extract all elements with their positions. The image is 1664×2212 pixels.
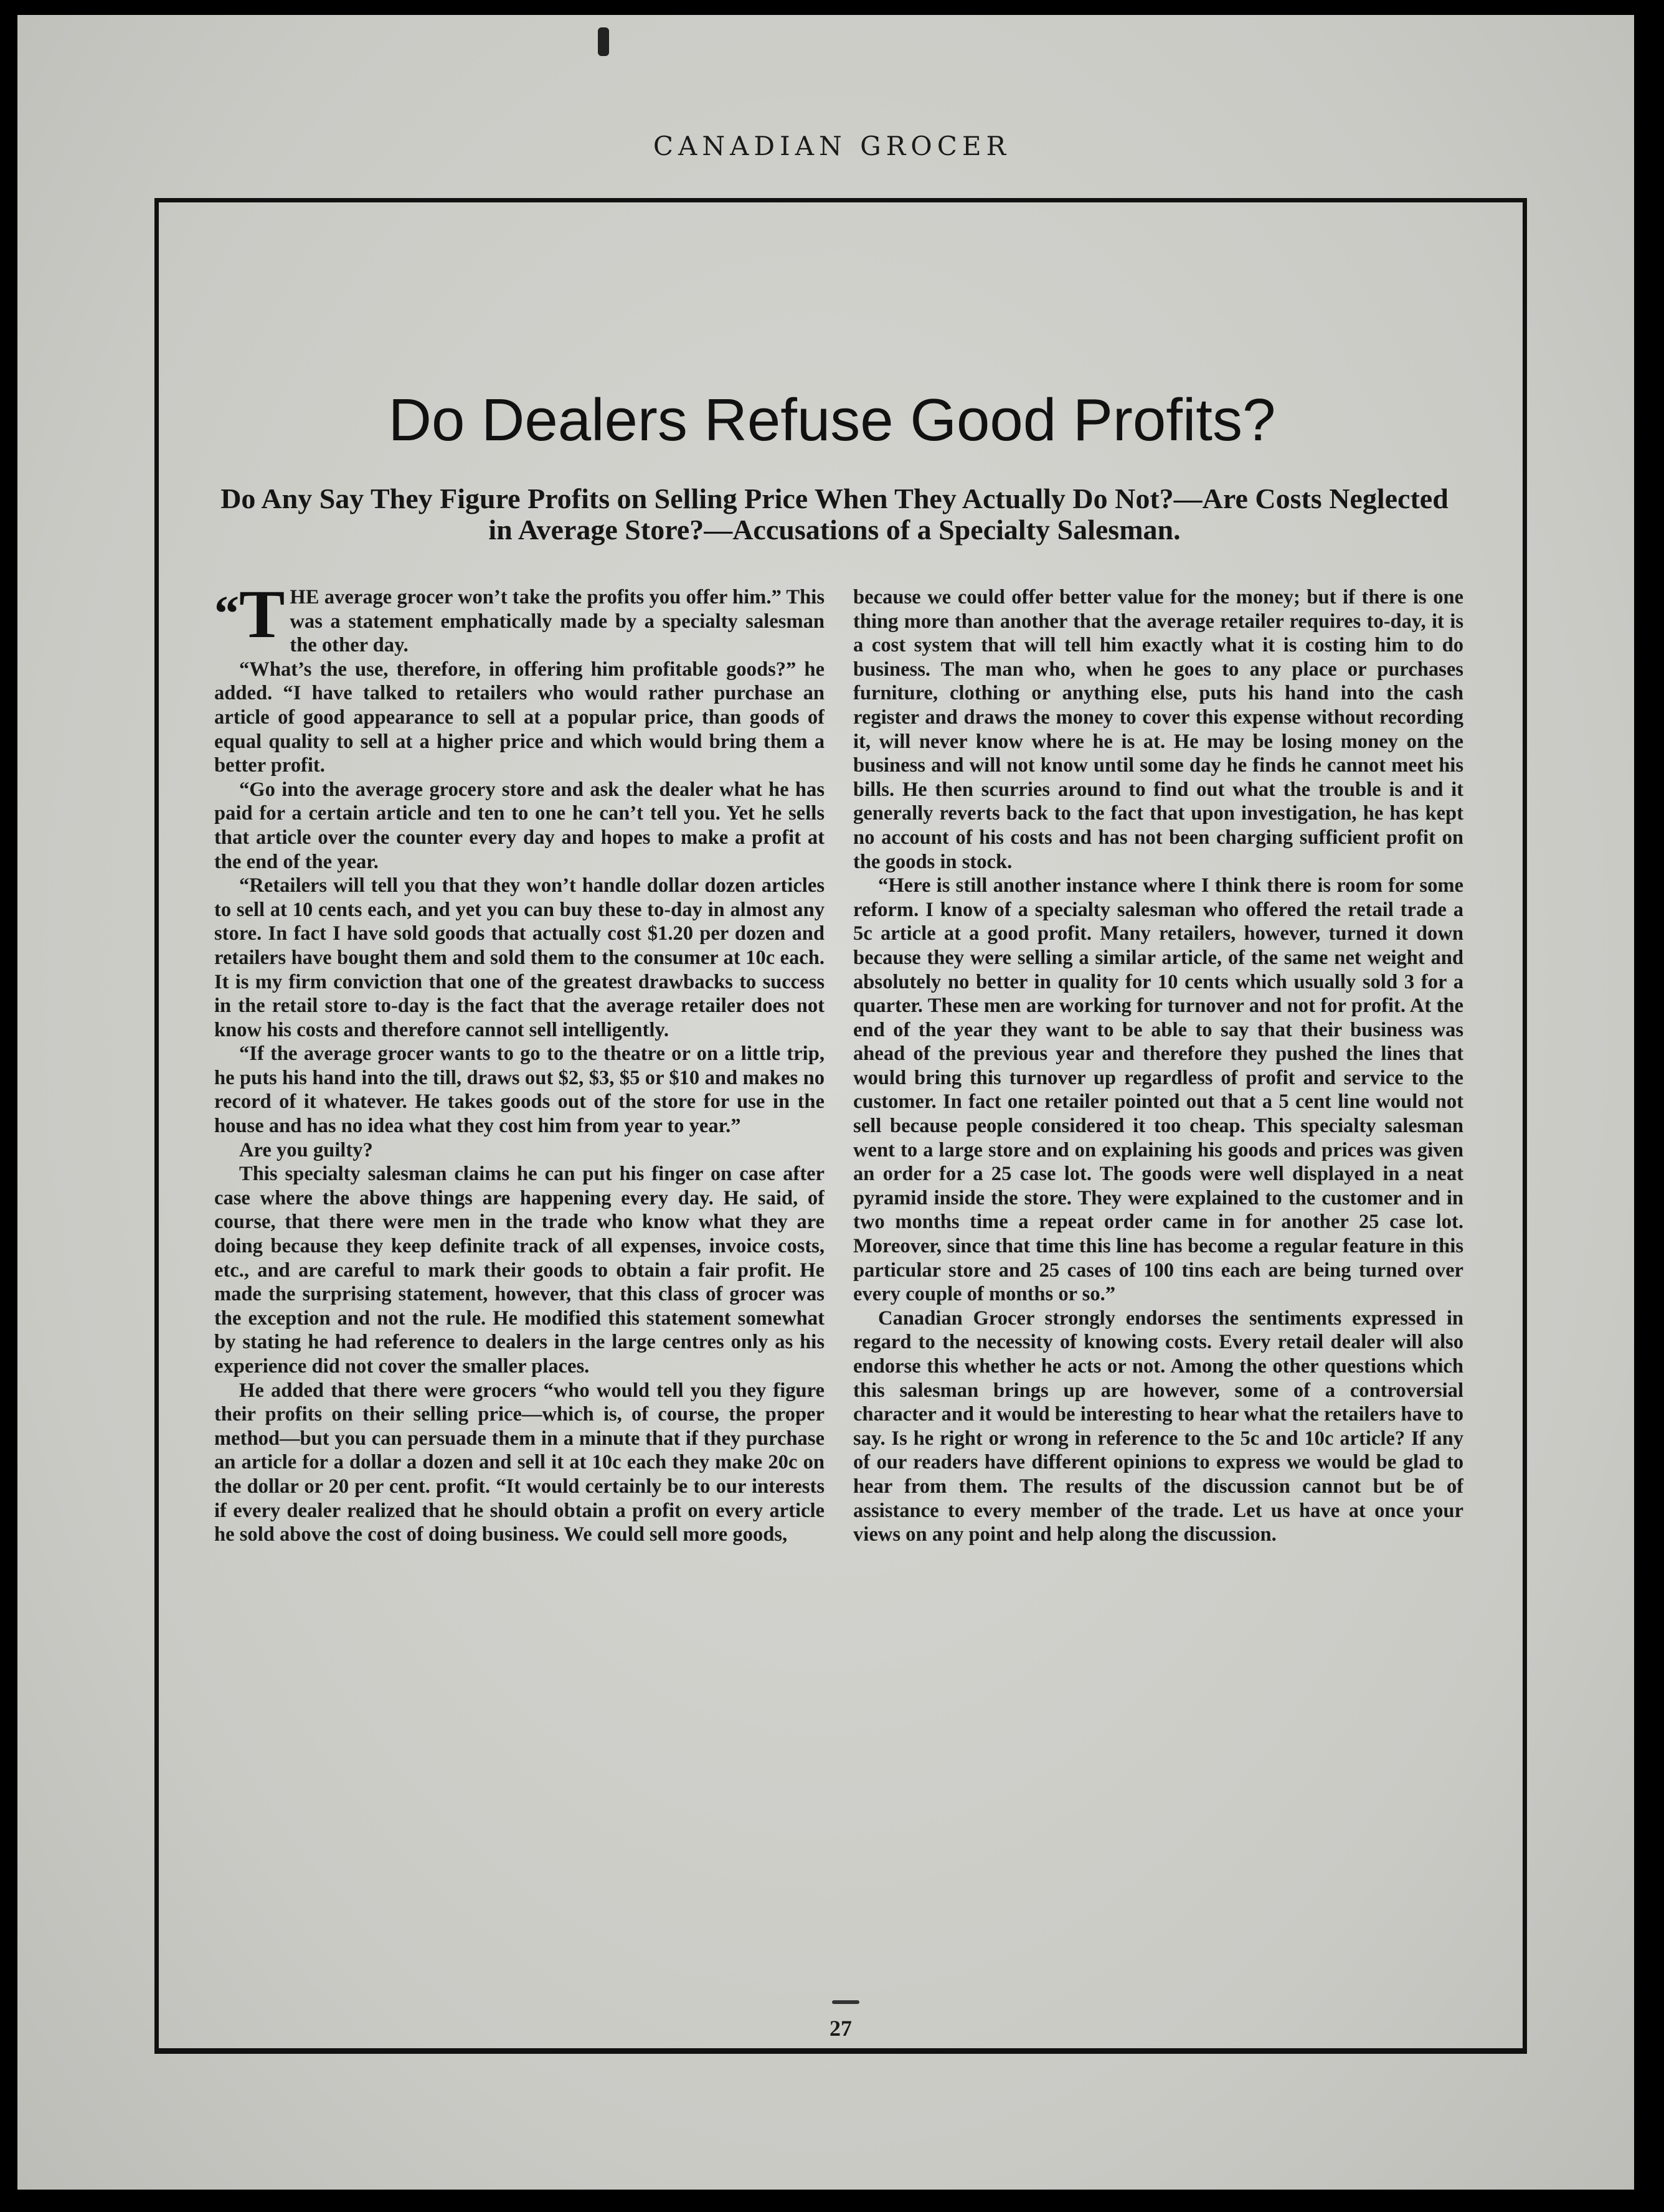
paragraph: “Go into the average grocery store and ask the dealer what he has paid for a certain article and ten to one he can’t tell you. Yet he sells that article over the counter every day and hopes to make a profit at the end of the year.: [214, 778, 825, 873]
drop-cap-letter: T: [239, 585, 285, 652]
paragraph: “If the average grocer wants to go to the theatre or on a little trip, he puts his hand into the till, draws out $2, $3, $5 or $10 and makes no record of it whatever. He takes goods out of the store for use in the house and has no idea what they cost him from year to year.”: [214, 1042, 825, 1138]
left-column: [214, 585, 825, 1993]
paragraph: “Here is still another instance where I think there is room for some reform. I know of a specialty salesman who offered the retail trade a 5c article at a good profit. Many retailers, however, turned it down because they were selling a similar article, of the same net weight and absolutely no better in quality for 10 cents which usually sold 3 for a quarter. These men are working for turnover and not for profit. At the end of the year they want to be able to say that their business was ahead of the previous year and therefore they pushed the lines that would bring this turnover up regardless of profit and service to the customer. In fact one retailer pointed out that a 5 cent line would not sell because people considered it too cheap. This specialty salesman went to a large store and on explaining his goods and prices was given an order for a 25 case lot. The goods were well displayed in a neat pyramid inside the store. They were explained to the customer and in two months time a repeat order came in for another 25 case lot. Moreover, since that time this line has become a regular feature in this particular store and 25 cases of 100 tins each are being turned over every couple of months or so.”: [853, 874, 1463, 1306]
running-head: CANADIAN GROCER: [653, 131, 1011, 161]
paragraph: because we could offer better value for the money; but if there is one thing more than another that the average retailer requires to-day, it is a cost system that will tell him exactly what it is costing him to do business. The man who, when he goes to any place or purchases furniture, clothing or anything else, puts his hand into the cash register and draws the money to cover this expense without recording it, will never know where he is at. He may be losing money on the business and will not know until some day he finds he cannot meet his bills. He then scurries around to find out what the trouble is and it generally reverts back to the fact that upon investigation, he has kept no account of his costs and has not been charging sufficient profit on the goods in stock.: [853, 586, 1463, 873]
page-number: 27: [830, 2016, 852, 2041]
paragraph: This specialty salesman claims he can put his finger on case after case where the above things are happening every day. He said, of course, that there were men in the trade who know what they are doing because they keep definite track of all expenses, invoice costs, etc., and are careful to mark their goods to obtain a fair profit. He made the surprising statement, however, that this class of grocer was the exception and not the rule. He modified this statement somewhat by stating he had reference to dealers in the large centres only as his experience did not cover the smaller places.: [214, 1163, 825, 1378]
article-title: Do Dealers Refuse Good Profits?: [388, 387, 1276, 453]
paragraph: Canadian Grocer strongly endorses the sentiments expressed in regard to the necessity of knowing costs. Every retail dealer will also endorse this whether he acts or not. Among the other questions which this salesman brings up are however, some of a controversial character and it would be interesting to hear what the retailers have to say. Is he right or wrong in reference to the 5c and 10c article? If any of our readers have different opinions to express we would be glad to hear from them. The results of the discussion cannot but be of assistance to every member of the trade. Let us have at once your views on any point and help along the discussion.: [853, 1307, 1463, 1546]
paragraph: [214, 585, 825, 658]
paragraph-text: HE average grocer won’t take the profits you offer him.” This was a statement emphatically made by a specialty salesman the other day.: [290, 586, 825, 657]
article-subtitle: Do Any Say They Figure Profits on Selling Price When They Actually Do Not?—Are Costs Neglected in Average Store?—Accusations of a Specialty Salesman.: [220, 483, 1449, 546]
paragraph: “Retailers will tell you that they won’t handle dollar dozen articles to sell at 10 cents each, and yet you can buy these to-day in almost any store. In fact I have sold goods that actually cost $1.20 per dozen and retailers have bought them and sold them to the consumer at 10c each. It is my firm conviction that one of the greatest drawbacks to success in the retail store to-day is the fact that the average retailer does not know his costs and therefore cannot sell intelligently.: [214, 874, 825, 1041]
footer-dash: [832, 2000, 859, 2004]
paragraph: Are you guilty?: [239, 1138, 373, 1161]
paragraph: He added that there were grocers “who would tell you they figure their profits on their selling price—which is, of course, the proper method—but you can persuade them in a minute that if they purchase an article for a dollar a dozen and sell it at 10c each they make 20c on the dollar or 20 per cent. profit. “It would certainly be to our interests if every dealer realized that he should obtain a profit on every article he sold above the cost of doing business. We could sell more goods,: [214, 1379, 825, 1546]
scan-blemish: [598, 27, 609, 56]
right-column: [853, 585, 1463, 1993]
drop-cap: [214, 585, 285, 652]
paragraph: “What’s the use, therefore, in offering him profitable goods?” he added. “I have talked to retailers who would rather purchase an article of good appearance to sell at a popular price, than goods of equal quality to sell at a higher price and which would bring them a better profit.: [214, 658, 825, 777]
drop-cap-quote: “: [214, 587, 239, 641]
